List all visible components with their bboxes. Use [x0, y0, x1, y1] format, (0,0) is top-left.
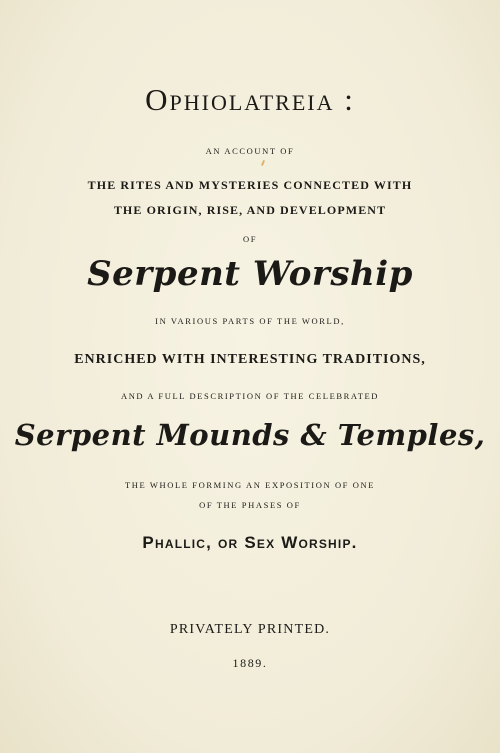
subtitle-world: IN VARIOUS PARTS OF THE WORLD, — [155, 316, 345, 326]
subtitle-intro: AN ACCOUNT OF — [205, 146, 295, 156]
subtitle-exposition: THE WHOLE FORMING AN EXPOSITION OF ONE — [125, 480, 375, 490]
subtitle-rites: THE RITES AND MYSTERIES CONNECTED WITH — [87, 178, 413, 192]
publication-year: 1889. — [232, 656, 268, 670]
privately-printed-line: PRIVATELY PRINTED. — [169, 622, 331, 637]
serpent-worship-heading: Serpent Worship — [87, 254, 413, 294]
phallic-worship-line: Phallic, or Sex Worship. — [142, 533, 358, 552]
subtitle-of: OF — [242, 234, 258, 244]
subtitle-origin: THE ORIGIN, RISE, AND DEVELOPMENT — [113, 203, 387, 217]
subtitle-phases: OF THE PHASES OF — [199, 500, 301, 510]
subtitle-traditions: ENRICHED WITH INTERESTING TRADITIONS, — [74, 352, 426, 367]
page-title: Ophiolatreia : — [145, 82, 355, 117]
paper-fleck — [261, 160, 265, 166]
serpent-mounds-heading: Serpent Mounds & Temples, — [14, 418, 486, 452]
subtitle-description: AND A FULL DESCRIPTION OF THE CELEBRATED — [120, 391, 380, 401]
